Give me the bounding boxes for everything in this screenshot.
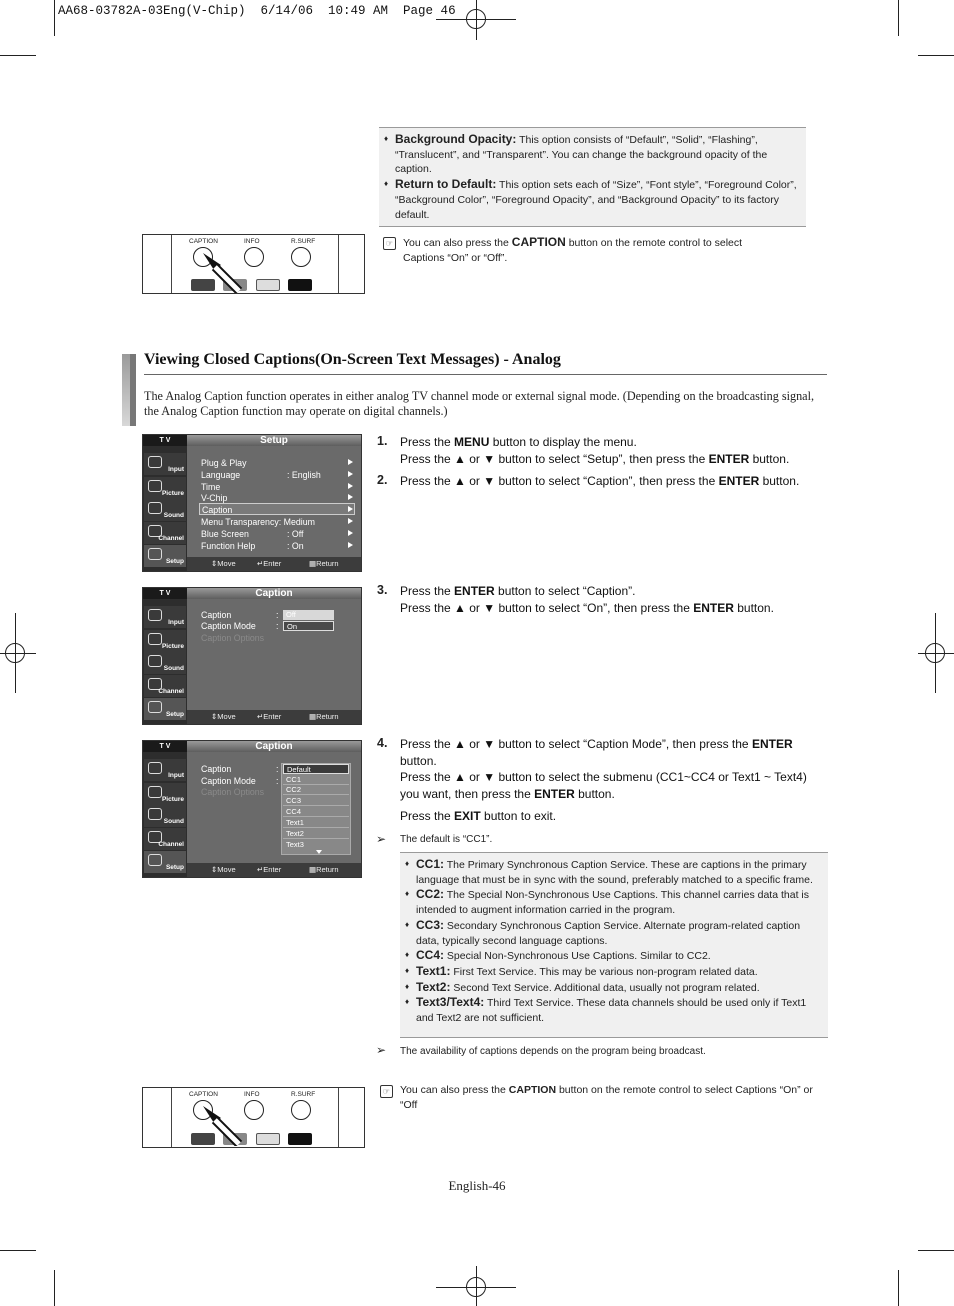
intro-paragraph: The Analog Caption function operates in either analog TV channel mode or external signal mode. (Depending on the broadcasting signal, the Analog Caption function may operate on digital channels.): [144, 389, 815, 418]
registration-circle: [466, 1277, 486, 1297]
arrow-icon: ➢: [376, 832, 387, 846]
crop-mark: [918, 55, 954, 56]
caption-mode-options-box: ♦ CC1: The Primary Synchronous Caption Service. These are captions in the primary language that must be in sync with the sound, preferably matched to a specific frame. ♦ CC2: The Special Non-Synchronous Use Captions. This channel carries data that is intended to augment information carried in the program. ♦ CC3: Secondary Synchronous Caption Service. Alternate program-related caption data, typically second language captions. ♦ CC4: Special Non-Synchronous Use Captions. Similar to CC2. ♦ Text1: First Text Service. This may be various non-program related data. ♦ Text2: Second Text Service. Additional data, usually not program related. ♦ Text3/Text4: Third Text Service. These data channels should be used only if Text1 and Text2 are not sufficient.: [400, 852, 828, 1038]
crop-mark: [918, 1250, 954, 1251]
step-number: 4.: [377, 736, 388, 750]
menu-title: Caption: [187, 741, 361, 752]
rsurf-button: [291, 1100, 311, 1120]
caption-button-note: You can also press the CAPTION button on the remote control to select Captions “On” or “Off”.: [403, 235, 743, 264]
menu-sidebar: Input Picture Sound Channel Setup: [143, 752, 187, 877]
menu-footer: ⇕ Move ↵ Enter ▦ Return: [187, 710, 361, 724]
menu-footer: ⇕ Move ↵ Enter ▦ Return: [187, 557, 361, 571]
rsurf-button: [291, 247, 311, 267]
remote-key: [256, 279, 280, 291]
crop-mark: [0, 1250, 36, 1251]
option-default: Default: [283, 764, 349, 774]
rsurf-label: R.SURF: [291, 238, 316, 245]
menu-footer: ⇕ Move ↵ Enter ▦ Return: [187, 863, 361, 877]
menu-pane: Caption : Caption Mode : Caption Options Off On: [187, 599, 361, 710]
section-title: Viewing Closed Captions(On-Screen Text Messages) - Analog: [144, 351, 561, 368]
caption-menu-screen: T V Caption Input Picture Sound Channel Setup Caption : Caption Mode : Caption Options Off On ⇕ Move ↵ Enter ▦ Return: [142, 587, 362, 725]
info-label: INFO: [244, 238, 260, 245]
menu-row: Plug & Play: [201, 458, 247, 468]
sidebar-item-picture: Picture: [144, 477, 186, 499]
note-icon: ☞: [380, 1085, 393, 1098]
crop-mark: [54, 1270, 55, 1306]
setup-menu-screen: [142, 434, 362, 572]
remote-control-image: CAPTION INFO R.SURF: [142, 1087, 365, 1148]
crop-mark: [0, 55, 36, 56]
step-number: 3.: [377, 583, 388, 597]
availability-note: The availability of captions depends on the program being broadcast.: [400, 1046, 706, 1057]
menu-row: Blue Screen : Off: [201, 529, 304, 539]
sidebar-item-input: Input: [144, 453, 186, 475]
option-off: Off: [283, 610, 334, 620]
note-icon: ☞: [383, 237, 396, 250]
step-number: 1.: [377, 434, 388, 448]
title-rule: [144, 374, 827, 375]
registration-circle: [466, 9, 486, 29]
step-number: 2.: [377, 473, 388, 487]
print-header: AA68-03782A-03Eng(V-Chip) 6/14/06 10:49 AM Page 46: [58, 4, 456, 18]
registration-circle: [925, 643, 945, 663]
menu-row: V-Chip: [201, 493, 228, 503]
menu-row: Function Help : On: [201, 541, 304, 551]
menu-row: Time: [201, 482, 221, 492]
crop-mark: [54, 0, 55, 36]
caption-mode-menu-screen: T V Caption Input Picture Sound Channel Setup Caption : Caption Mode : Caption Options Default CC1 CC2 CC3 CC4 Text1 Text2 Text3 ⇕ Move ↵ Enter ▦ Return: [142, 740, 362, 878]
info-item: ♦ Return to Default: This option sets each of “Size”, “Font style”, “Foreground Color”, “Background Color”, “Foreground Opacity”, and “Background Opacity” to its factory default.: [395, 177, 800, 222]
tv-label: T V: [143, 435, 187, 446]
menu-row: Menu Transparency: Medium: [201, 517, 315, 527]
registration-circle: [5, 643, 25, 663]
menu-sidebar: [143, 446, 187, 571]
step-4: Press the ▲ or ▼ button to select “Caption Mode”, then press the ENTER button. Press the ▲ or ▼ button to select the submenu (CC1~CC4 or Text1 ~ Text4) you want, then press the ENTER button. Press the EXIT button to exit.: [400, 737, 807, 823]
menu-pane: [187, 446, 361, 557]
pointer-arrow-icon: [201, 251, 251, 293]
menu-sidebar: Input Picture Sound Channel Setup: [143, 599, 187, 724]
step-1: Press the MENU button to display the menu. Press the ▲ or ▼ button to select “Setup”, then press the ENTER button.: [400, 435, 790, 466]
background-opacity-box: [379, 127, 806, 227]
caption-label: CAPTION: [189, 238, 218, 245]
sidebar-item-setup: Setup: [144, 545, 186, 567]
pointer-arrow-icon: [201, 1104, 251, 1146]
arrow-icon: ➢: [376, 1043, 387, 1057]
crop-mark: [898, 0, 899, 36]
option-on: On: [283, 621, 334, 631]
sidebar-item-channel: Channel: [144, 522, 186, 544]
default-note: The default is “CC1”.: [400, 834, 493, 845]
menu-title: Caption: [187, 588, 361, 599]
menu-row-selected: Caption: [199, 503, 355, 515]
scroll-down-icon: [316, 850, 322, 854]
menu-title: Setup: [187, 435, 361, 446]
step-3: Press the ENTER button to select “Caption”. Press the ▲ or ▼ button to select “On”, then press the ENTER button.: [400, 584, 774, 615]
title-accent-bar: [130, 354, 136, 426]
crop-mark: [898, 1270, 899, 1306]
caption-button-note-2: You can also press the CAPTION button on the remote control to select Captions “On” or “Off: [400, 1084, 813, 1111]
menu-row: Language : English: [201, 470, 321, 480]
page-number: English-46: [448, 1178, 506, 1193]
remote-control-image: [142, 234, 365, 294]
menu-pane: Caption : Caption Mode : Caption Options Default CC1 CC2 CC3 CC4 Text1 Text2 Text3: [187, 752, 361, 863]
info-item: ♦ Background Opacity: This option consists of “Default”, “Solid”, “Flashing”, “Translucent”, and “Transparent”. You can change the background opacity of the caption.: [395, 132, 800, 177]
step-2: Press the ▲ or ▼ button to select “Caption”, then press the ENTER button.: [400, 474, 800, 488]
sidebar-item-sound: Sound: [144, 499, 186, 521]
remote-key: [288, 279, 312, 291]
